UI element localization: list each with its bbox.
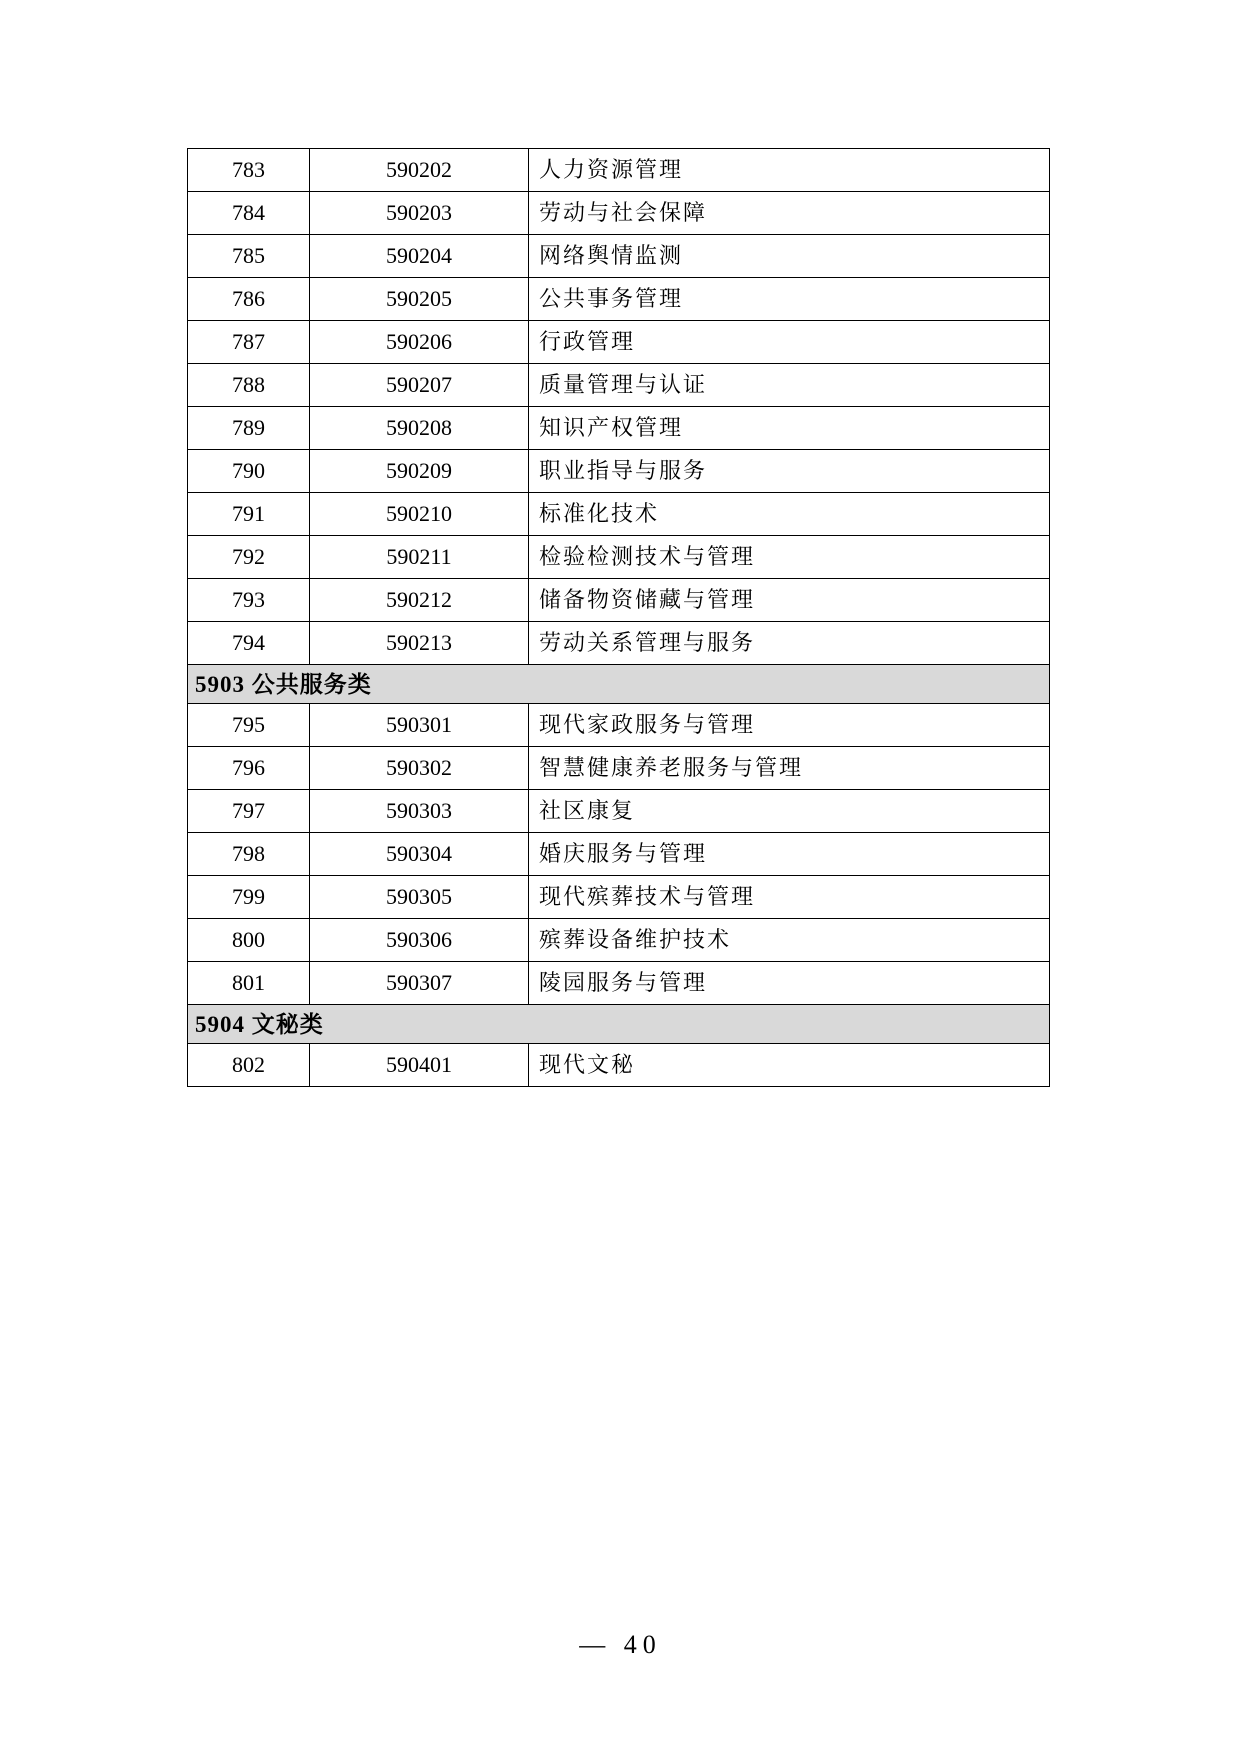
- code-cell: 590207: [310, 364, 529, 407]
- code-cell: 590301: [310, 704, 529, 747]
- table-row: [188, 919, 1050, 962]
- table-row: [188, 579, 1050, 622]
- code-cell: 590210: [310, 493, 529, 536]
- seq-cell: 786: [188, 278, 310, 321]
- section-header-cell: 5904 文秘类: [188, 1005, 1050, 1044]
- seq-cell: 801: [188, 962, 310, 1005]
- name-cell: 公共事务管理: [529, 278, 1050, 321]
- name-cell: 劳动与社会保障: [529, 192, 1050, 235]
- name-cell: 智慧健康养老服务与管理: [529, 747, 1050, 790]
- code-cell: 590304: [310, 833, 529, 876]
- code-cell: 590303: [310, 790, 529, 833]
- code-cell: 590305: [310, 876, 529, 919]
- seq-cell: 797: [188, 790, 310, 833]
- name-cell: 社区康复: [529, 790, 1050, 833]
- seq-cell: 790: [188, 450, 310, 493]
- table-row: [188, 1044, 1050, 1087]
- seq-cell: 791: [188, 493, 310, 536]
- code-cell: 590203: [310, 192, 529, 235]
- table-row: [188, 364, 1050, 407]
- seq-cell: 787: [188, 321, 310, 364]
- name-cell: 网络舆情监测: [529, 235, 1050, 278]
- table-row: [188, 704, 1050, 747]
- code-cell: 590206: [310, 321, 529, 364]
- table-row: [188, 192, 1050, 235]
- table-row: [188, 278, 1050, 321]
- table-row: [188, 622, 1050, 665]
- code-cell: 590401: [310, 1044, 529, 1087]
- seq-cell: 798: [188, 833, 310, 876]
- seq-cell: 785: [188, 235, 310, 278]
- seq-cell: 800: [188, 919, 310, 962]
- table-row: [188, 876, 1050, 919]
- table-row: [188, 149, 1050, 192]
- page-number: — 40: [579, 1630, 662, 1659]
- seq-cell: 789: [188, 407, 310, 450]
- name-cell: 现代文秘: [529, 1044, 1050, 1087]
- seq-cell: 796: [188, 747, 310, 790]
- name-cell: 陵园服务与管理: [529, 962, 1050, 1005]
- name-cell: 劳动关系管理与服务: [529, 622, 1050, 665]
- seq-cell: 783: [188, 149, 310, 192]
- name-cell: 知识产权管理: [529, 407, 1050, 450]
- seq-cell: 795: [188, 704, 310, 747]
- code-cell: 590211: [310, 536, 529, 579]
- table-row: [188, 321, 1050, 364]
- code-cell: 590213: [310, 622, 529, 665]
- seq-cell: 788: [188, 364, 310, 407]
- table-row: [188, 747, 1050, 790]
- majors-table-body: [188, 149, 1050, 1087]
- seq-cell: 792: [188, 536, 310, 579]
- name-cell: 人力资源管理: [529, 149, 1050, 192]
- name-cell: 职业指导与服务: [529, 450, 1050, 493]
- code-cell: 590306: [310, 919, 529, 962]
- name-cell: 质量管理与认证: [529, 364, 1050, 407]
- name-cell: 现代殡葬技术与管理: [529, 876, 1050, 919]
- table-row: [188, 450, 1050, 493]
- name-cell: 储备物资储藏与管理: [529, 579, 1050, 622]
- code-cell: 590202: [310, 149, 529, 192]
- document-page-table-area: [187, 148, 1049, 1087]
- name-cell: 婚庆服务与管理: [529, 833, 1050, 876]
- code-cell: 590212: [310, 579, 529, 622]
- name-cell: 标准化技术: [529, 493, 1050, 536]
- code-cell: 590208: [310, 407, 529, 450]
- code-cell: 590205: [310, 278, 529, 321]
- section-header-row: [188, 1005, 1050, 1044]
- table-row: [188, 536, 1050, 579]
- code-cell: 590204: [310, 235, 529, 278]
- section-header-cell: 5903 公共服务类: [188, 665, 1050, 704]
- seq-cell: 799: [188, 876, 310, 919]
- majors-table: [187, 148, 1050, 1087]
- name-cell: 现代家政服务与管理: [529, 704, 1050, 747]
- table-row: [188, 790, 1050, 833]
- table-row: [188, 833, 1050, 876]
- code-cell: 590307: [310, 962, 529, 1005]
- code-cell: 590209: [310, 450, 529, 493]
- table-row: [188, 493, 1050, 536]
- seq-cell: 802: [188, 1044, 310, 1087]
- table-row: [188, 407, 1050, 450]
- section-header-row: [188, 665, 1050, 704]
- seq-cell: 794: [188, 622, 310, 665]
- name-cell: 殡葬设备维护技术: [529, 919, 1050, 962]
- seq-cell: 793: [188, 579, 310, 622]
- seq-cell: 784: [188, 192, 310, 235]
- code-cell: 590302: [310, 747, 529, 790]
- name-cell: 检验检测技术与管理: [529, 536, 1050, 579]
- table-row: [188, 235, 1050, 278]
- name-cell: 行政管理: [529, 321, 1050, 364]
- table-row: [188, 962, 1050, 1005]
